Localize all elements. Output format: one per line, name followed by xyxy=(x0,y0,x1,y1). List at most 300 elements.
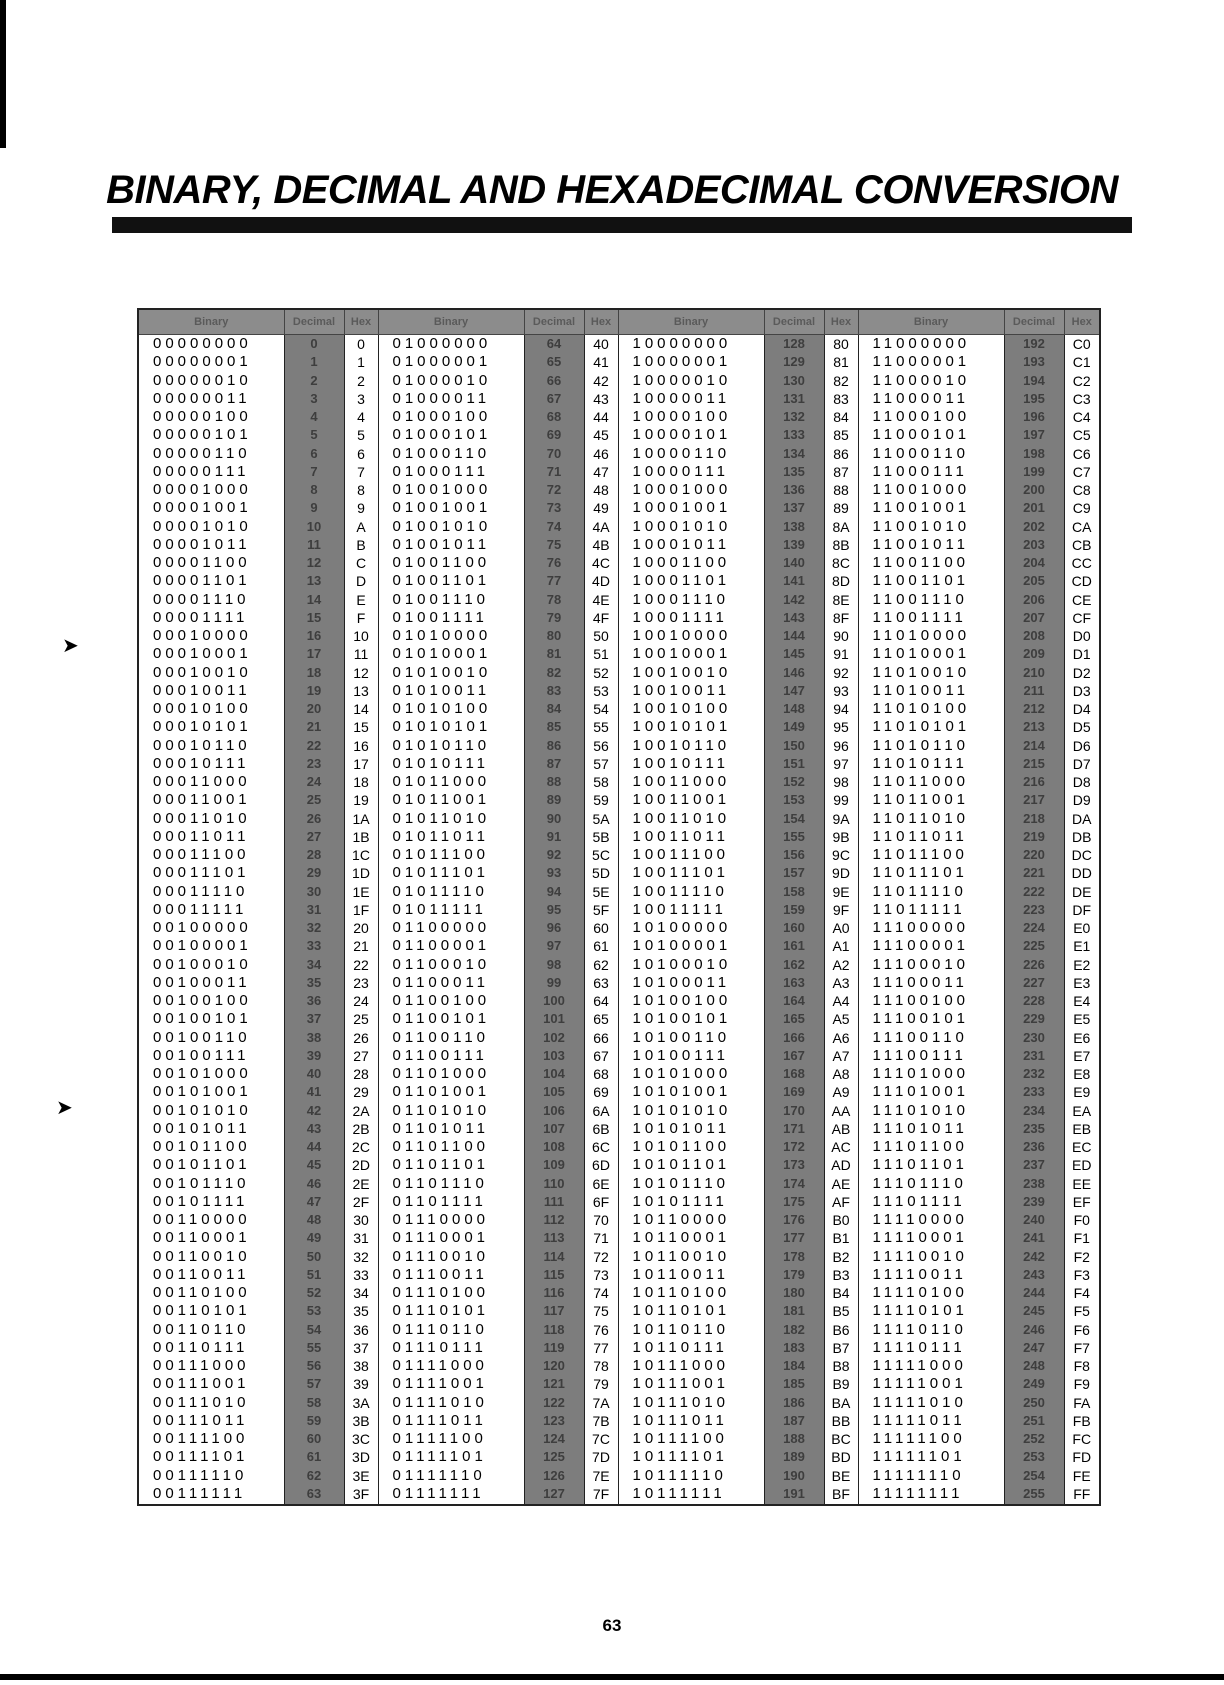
table-row xyxy=(138,609,1100,627)
decimal-cell: 24 xyxy=(284,773,344,791)
hex-cell: 5C xyxy=(584,846,618,864)
binary-cell: 01001110 xyxy=(378,591,524,609)
decimal-cell: 98 xyxy=(524,956,584,974)
binary-cell: 01011111 xyxy=(378,901,524,919)
binary-cell: 11001010 xyxy=(858,518,1004,536)
decimal-cell: 39 xyxy=(284,1047,344,1065)
hex-cell: B2 xyxy=(824,1248,858,1266)
hex-cell: DA xyxy=(1064,810,1100,828)
column-header: Decimal xyxy=(1004,309,1064,335)
hex-cell: 6A xyxy=(584,1102,618,1120)
binary-cell: 11101011 xyxy=(858,1120,1004,1138)
column-header: Decimal xyxy=(524,309,584,335)
hex-cell: 13 xyxy=(344,682,378,700)
binary-cell: 01010110 xyxy=(378,737,524,755)
binary-cell: 11001101 xyxy=(858,572,1004,590)
hex-cell: 51 xyxy=(584,645,618,663)
binary-cell: 01011001 xyxy=(378,791,524,809)
hex-cell: 8C xyxy=(824,554,858,572)
binary-cell: 00011110 xyxy=(138,883,284,901)
hex-cell: 5 xyxy=(344,426,378,444)
binary-cell: 11101101 xyxy=(858,1156,1004,1174)
decimal-cell: 76 xyxy=(524,554,584,572)
decimal-cell: 191 xyxy=(764,1485,824,1505)
decimal-cell: 45 xyxy=(284,1156,344,1174)
binary-cell: 00101111 xyxy=(138,1193,284,1211)
decimal-cell: 160 xyxy=(764,919,824,937)
binary-cell: 10010000 xyxy=(618,627,764,645)
decimal-cell: 132 xyxy=(764,408,824,426)
binary-cell: 11010011 xyxy=(858,682,1004,700)
hex-cell: E2 xyxy=(1064,956,1100,974)
decimal-cell: 22 xyxy=(284,737,344,755)
hex-cell: 1D xyxy=(344,864,378,882)
decimal-cell: 75 xyxy=(524,536,584,554)
decimal-cell: 204 xyxy=(1004,554,1064,572)
table-row xyxy=(138,773,1100,791)
table-row xyxy=(138,408,1100,426)
binary-cell: 01000110 xyxy=(378,445,524,463)
decimal-cell: 214 xyxy=(1004,737,1064,755)
hex-cell: 1B xyxy=(344,828,378,846)
hex-cell: 9E xyxy=(824,883,858,901)
binary-cell: 00101100 xyxy=(138,1138,284,1156)
decimal-cell: 212 xyxy=(1004,700,1064,718)
decimal-cell: 238 xyxy=(1004,1175,1064,1193)
binary-cell: 01000011 xyxy=(378,390,524,408)
decimal-cell: 236 xyxy=(1004,1138,1064,1156)
hex-cell: D3 xyxy=(1064,682,1100,700)
decimal-cell: 115 xyxy=(524,1266,584,1284)
binary-cell: 00101001 xyxy=(138,1083,284,1101)
decimal-cell: 117 xyxy=(524,1302,584,1320)
binary-cell: 01111100 xyxy=(378,1430,524,1448)
binary-cell: 11011010 xyxy=(858,810,1004,828)
decimal-cell: 9 xyxy=(284,499,344,517)
hex-cell: D xyxy=(344,572,378,590)
decimal-cell: 13 xyxy=(284,572,344,590)
hex-cell: 17 xyxy=(344,755,378,773)
hex-cell: C6 xyxy=(1064,445,1100,463)
binary-cell: 10110100 xyxy=(618,1284,764,1302)
decimal-cell: 138 xyxy=(764,518,824,536)
binary-cell: 00001111 xyxy=(138,609,284,627)
binary-cell: 00000011 xyxy=(138,390,284,408)
decimal-cell: 228 xyxy=(1004,992,1064,1010)
binary-cell: 11111000 xyxy=(858,1357,1004,1375)
hex-cell: 6C xyxy=(584,1138,618,1156)
binary-cell: 00100100 xyxy=(138,992,284,1010)
hex-cell: 38 xyxy=(344,1357,378,1375)
table-row xyxy=(138,846,1100,864)
page-number: 63 xyxy=(602,1616,622,1635)
hex-cell: CC xyxy=(1064,554,1100,572)
hex-cell: FD xyxy=(1064,1448,1100,1466)
column-header: Hex xyxy=(344,309,378,335)
table-row xyxy=(138,737,1100,755)
binary-cell: 11111001 xyxy=(858,1375,1004,1393)
binary-cell: 00111101 xyxy=(138,1448,284,1466)
decimal-cell: 246 xyxy=(1004,1321,1064,1339)
binary-cell: 01110000 xyxy=(378,1211,524,1229)
hex-cell: D6 xyxy=(1064,737,1100,755)
hex-cell: 65 xyxy=(584,1010,618,1028)
binary-cell: 10100100 xyxy=(618,992,764,1010)
binary-cell: 10101100 xyxy=(618,1138,764,1156)
decimal-cell: 41 xyxy=(284,1083,344,1101)
decimal-cell: 203 xyxy=(1004,536,1064,554)
binary-cell: 00011101 xyxy=(138,864,284,882)
decimal-cell: 87 xyxy=(524,755,584,773)
binary-cell: 11100011 xyxy=(858,974,1004,992)
hex-cell: A0 xyxy=(824,919,858,937)
binary-cell: 01101100 xyxy=(378,1138,524,1156)
hex-cell: E3 xyxy=(1064,974,1100,992)
hex-cell: 54 xyxy=(584,700,618,718)
binary-cell: 01011011 xyxy=(378,828,524,846)
table-row xyxy=(138,1102,1100,1120)
hex-cell: 92 xyxy=(824,664,858,682)
hex-cell: 75 xyxy=(584,1302,618,1320)
binary-cell: 00110010 xyxy=(138,1248,284,1266)
decimal-cell: 192 xyxy=(1004,335,1064,354)
table-row xyxy=(138,937,1100,955)
table-row xyxy=(138,554,1100,572)
hex-cell: EF xyxy=(1064,1193,1100,1211)
hex-cell: C0 xyxy=(1064,335,1100,354)
binary-cell: 00111111 xyxy=(138,1485,284,1505)
decimal-cell: 62 xyxy=(284,1467,344,1485)
binary-cell: 01010010 xyxy=(378,664,524,682)
table-row xyxy=(138,1138,1100,1156)
decimal-cell: 65 xyxy=(524,353,584,371)
decimal-cell: 245 xyxy=(1004,1302,1064,1320)
binary-cell: 10101001 xyxy=(618,1083,764,1101)
decimal-cell: 94 xyxy=(524,883,584,901)
hex-cell: BD xyxy=(824,1448,858,1466)
table-row xyxy=(138,883,1100,901)
binary-cell: 10111101 xyxy=(618,1448,764,1466)
decimal-cell: 53 xyxy=(284,1302,344,1320)
decimal-cell: 189 xyxy=(764,1448,824,1466)
binary-cell: 00011100 xyxy=(138,846,284,864)
decimal-cell: 27 xyxy=(284,828,344,846)
binary-cell: 01001011 xyxy=(378,536,524,554)
hex-cell: 21 xyxy=(344,937,378,955)
decimal-cell: 152 xyxy=(764,773,824,791)
hex-cell: D2 xyxy=(1064,664,1100,682)
decimal-cell: 16 xyxy=(284,627,344,645)
decimal-cell: 213 xyxy=(1004,718,1064,736)
binary-cell: 10111110 xyxy=(618,1467,764,1485)
decimal-cell: 221 xyxy=(1004,864,1064,882)
hex-cell: 8D xyxy=(824,572,858,590)
hex-cell: F3 xyxy=(1064,1266,1100,1284)
binary-cell: 00111100 xyxy=(138,1430,284,1448)
binary-cell: 00000100 xyxy=(138,408,284,426)
binary-cell: 01100110 xyxy=(378,1029,524,1047)
decimal-cell: 197 xyxy=(1004,426,1064,444)
decimal-cell: 182 xyxy=(764,1321,824,1339)
hex-cell: AA xyxy=(824,1102,858,1120)
decimal-cell: 121 xyxy=(524,1375,584,1393)
binary-cell: 00111110 xyxy=(138,1467,284,1485)
decimal-cell: 148 xyxy=(764,700,824,718)
hex-cell: 36 xyxy=(344,1321,378,1339)
binary-cell: 01100100 xyxy=(378,992,524,1010)
table-row xyxy=(138,536,1100,554)
hex-cell: 7F xyxy=(584,1485,618,1505)
hex-cell: C2 xyxy=(1064,372,1100,390)
hex-cell: 98 xyxy=(824,773,858,791)
decimal-cell: 162 xyxy=(764,956,824,974)
hex-cell: FB xyxy=(1064,1412,1100,1430)
decimal-cell: 244 xyxy=(1004,1284,1064,1302)
hex-cell: 9C xyxy=(824,846,858,864)
hex-cell: 4A xyxy=(584,518,618,536)
binary-cell: 00111010 xyxy=(138,1394,284,1412)
binary-cell: 10111001 xyxy=(618,1375,764,1393)
decimal-cell: 219 xyxy=(1004,828,1064,846)
binary-cell: 00100101 xyxy=(138,1010,284,1028)
binary-cell: 01010001 xyxy=(378,645,524,663)
decimal-cell: 114 xyxy=(524,1248,584,1266)
hex-cell: 3A xyxy=(344,1394,378,1412)
decimal-cell: 113 xyxy=(524,1229,584,1247)
binary-cell: 01101110 xyxy=(378,1175,524,1193)
decimal-cell: 43 xyxy=(284,1120,344,1138)
decimal-cell: 135 xyxy=(764,463,824,481)
hex-cell: 5F xyxy=(584,901,618,919)
binary-cell: 01000001 xyxy=(378,353,524,371)
binary-cell: 01011010 xyxy=(378,810,524,828)
decimal-cell: 142 xyxy=(764,591,824,609)
binary-cell: 11101010 xyxy=(858,1102,1004,1120)
decimal-cell: 20 xyxy=(284,700,344,718)
binary-cell: 01100000 xyxy=(378,919,524,937)
hex-cell: 1C xyxy=(344,846,378,864)
table-row xyxy=(138,1010,1100,1028)
hex-cell: CB xyxy=(1064,536,1100,554)
hex-cell: 1 xyxy=(344,353,378,371)
decimal-cell: 179 xyxy=(764,1266,824,1284)
binary-cell: 01000000 xyxy=(378,335,524,354)
decimal-cell: 63 xyxy=(284,1485,344,1505)
binary-cell: 11111110 xyxy=(858,1467,1004,1485)
hex-cell: 93 xyxy=(824,682,858,700)
hex-cell: 95 xyxy=(824,718,858,736)
column-header: Binary xyxy=(858,309,1004,335)
binary-cell: 01000010 xyxy=(378,372,524,390)
hex-cell: 37 xyxy=(344,1339,378,1357)
hex-cell: 4 xyxy=(344,408,378,426)
decimal-cell: 34 xyxy=(284,956,344,974)
table-row xyxy=(138,445,1100,463)
binary-cell: 11011000 xyxy=(858,773,1004,791)
binary-cell: 11001000 xyxy=(858,481,1004,499)
binary-cell: 00110111 xyxy=(138,1339,284,1357)
hex-cell: AD xyxy=(824,1156,858,1174)
table-row xyxy=(138,1339,1100,1357)
decimal-cell: 66 xyxy=(524,372,584,390)
table-row xyxy=(138,1302,1100,1320)
binary-cell: 00110101 xyxy=(138,1302,284,1320)
decimal-cell: 71 xyxy=(524,463,584,481)
binary-cell: 00000010 xyxy=(138,372,284,390)
binary-cell: 10110111 xyxy=(618,1339,764,1357)
table-row xyxy=(138,1375,1100,1393)
hex-cell: 77 xyxy=(584,1339,618,1357)
hex-cell: 3E xyxy=(344,1467,378,1485)
binary-cell: 01010000 xyxy=(378,627,524,645)
binary-cell: 00000000 xyxy=(138,335,284,354)
decimal-cell: 222 xyxy=(1004,883,1064,901)
decimal-cell: 68 xyxy=(524,408,584,426)
decimal-cell: 157 xyxy=(764,864,824,882)
hex-cell: D5 xyxy=(1064,718,1100,736)
table-row xyxy=(138,718,1100,736)
decimal-cell: 193 xyxy=(1004,353,1064,371)
table-row xyxy=(138,353,1100,371)
hex-cell: C4 xyxy=(1064,408,1100,426)
binary-cell: 10110011 xyxy=(618,1266,764,1284)
decimal-cell: 102 xyxy=(524,1029,584,1047)
hex-cell: 4E xyxy=(584,591,618,609)
binary-cell: 10011111 xyxy=(618,901,764,919)
binary-cell: 11010010 xyxy=(858,664,1004,682)
binary-cell: 01010100 xyxy=(378,700,524,718)
decimal-cell: 218 xyxy=(1004,810,1064,828)
hex-cell: 1F xyxy=(344,901,378,919)
hex-cell: 6B xyxy=(584,1120,618,1138)
binary-cell: 00000110 xyxy=(138,445,284,463)
decimal-cell: 91 xyxy=(524,828,584,846)
hex-cell: B5 xyxy=(824,1302,858,1320)
binary-cell: 10001011 xyxy=(618,536,764,554)
decimal-cell: 149 xyxy=(764,718,824,736)
hex-cell: 60 xyxy=(584,919,618,937)
decimal-cell: 172 xyxy=(764,1138,824,1156)
table-row xyxy=(138,664,1100,682)
decimal-cell: 11 xyxy=(284,536,344,554)
decimal-cell: 118 xyxy=(524,1321,584,1339)
hex-cell: 97 xyxy=(824,755,858,773)
decimal-cell: 253 xyxy=(1004,1448,1064,1466)
hex-cell: 88 xyxy=(824,481,858,499)
binary-cell: 01111111 xyxy=(378,1485,524,1505)
decimal-cell: 227 xyxy=(1004,974,1064,992)
hex-cell: 22 xyxy=(344,956,378,974)
binary-cell: 10001110 xyxy=(618,591,764,609)
decimal-cell: 83 xyxy=(524,682,584,700)
decimal-cell: 147 xyxy=(764,682,824,700)
hex-cell: 1A xyxy=(344,810,378,828)
decimal-cell: 137 xyxy=(764,499,824,517)
binary-cell: 01001111 xyxy=(378,609,524,627)
binary-cell: 01000101 xyxy=(378,426,524,444)
hex-cell: 80 xyxy=(824,335,858,354)
hex-cell: 39 xyxy=(344,1375,378,1393)
decimal-cell: 50 xyxy=(284,1248,344,1266)
binary-cell: 01110001 xyxy=(378,1229,524,1247)
decimal-cell: 79 xyxy=(524,609,584,627)
binary-cell: 00011111 xyxy=(138,901,284,919)
hex-cell: F6 xyxy=(1064,1321,1100,1339)
hex-cell: 8E xyxy=(824,591,858,609)
hex-cell: B4 xyxy=(824,1284,858,1302)
table-row xyxy=(138,992,1100,1010)
decimal-cell: 144 xyxy=(764,627,824,645)
binary-cell: 00100010 xyxy=(138,956,284,974)
binary-cell: 01101001 xyxy=(378,1083,524,1101)
hex-cell: CD xyxy=(1064,572,1100,590)
binary-cell: 00001011 xyxy=(138,536,284,554)
hex-cell: 70 xyxy=(584,1211,618,1229)
title-underline xyxy=(112,217,1132,233)
hex-cell: 45 xyxy=(584,426,618,444)
binary-cell: 10010111 xyxy=(618,755,764,773)
decimal-cell: 67 xyxy=(524,390,584,408)
binary-cell: 11100111 xyxy=(858,1047,1004,1065)
decimal-cell: 166 xyxy=(764,1029,824,1047)
decimal-cell: 110 xyxy=(524,1175,584,1193)
decimal-cell: 100 xyxy=(524,992,584,1010)
decimal-cell: 97 xyxy=(524,937,584,955)
binary-cell: 01011000 xyxy=(378,773,524,791)
decimal-cell: 82 xyxy=(524,664,584,682)
decimal-cell: 241 xyxy=(1004,1229,1064,1247)
binary-cell: 10101110 xyxy=(618,1175,764,1193)
table-row xyxy=(138,700,1100,718)
decimal-cell: 0 xyxy=(284,335,344,354)
decimal-cell: 29 xyxy=(284,864,344,882)
decimal-cell: 48 xyxy=(284,1211,344,1229)
decimal-cell: 251 xyxy=(1004,1412,1064,1430)
decimal-cell: 1 xyxy=(284,353,344,371)
hex-cell: 67 xyxy=(584,1047,618,1065)
decimal-cell: 136 xyxy=(764,481,824,499)
hex-cell: D7 xyxy=(1064,755,1100,773)
decimal-cell: 84 xyxy=(524,700,584,718)
binary-cell: 11000101 xyxy=(858,426,1004,444)
hex-cell: 4D xyxy=(584,572,618,590)
hex-cell: FC xyxy=(1064,1430,1100,1448)
binary-cell: 00001110 xyxy=(138,591,284,609)
decimal-cell: 146 xyxy=(764,664,824,682)
binary-cell: 10110010 xyxy=(618,1248,764,1266)
decimal-cell: 107 xyxy=(524,1120,584,1138)
decimal-cell: 159 xyxy=(764,901,824,919)
hex-cell: EB xyxy=(1064,1120,1100,1138)
decimal-cell: 101 xyxy=(524,1010,584,1028)
hex-cell: 3F xyxy=(344,1485,378,1505)
binary-cell: 10110001 xyxy=(618,1229,764,1247)
decimal-cell: 185 xyxy=(764,1375,824,1393)
hex-cell: 83 xyxy=(824,390,858,408)
table-row xyxy=(138,755,1100,773)
hex-cell: 2F xyxy=(344,1193,378,1211)
decimal-cell: 2 xyxy=(284,372,344,390)
binary-cell: 01110110 xyxy=(378,1321,524,1339)
hex-cell: 52 xyxy=(584,664,618,682)
hex-cell: 44 xyxy=(584,408,618,426)
decimal-cell: 40 xyxy=(284,1065,344,1083)
decimal-cell: 226 xyxy=(1004,956,1064,974)
binary-cell: 11101001 xyxy=(858,1083,1004,1101)
binary-cell: 10111010 xyxy=(618,1394,764,1412)
binary-cell: 10001001 xyxy=(618,499,764,517)
table-row xyxy=(138,499,1100,517)
